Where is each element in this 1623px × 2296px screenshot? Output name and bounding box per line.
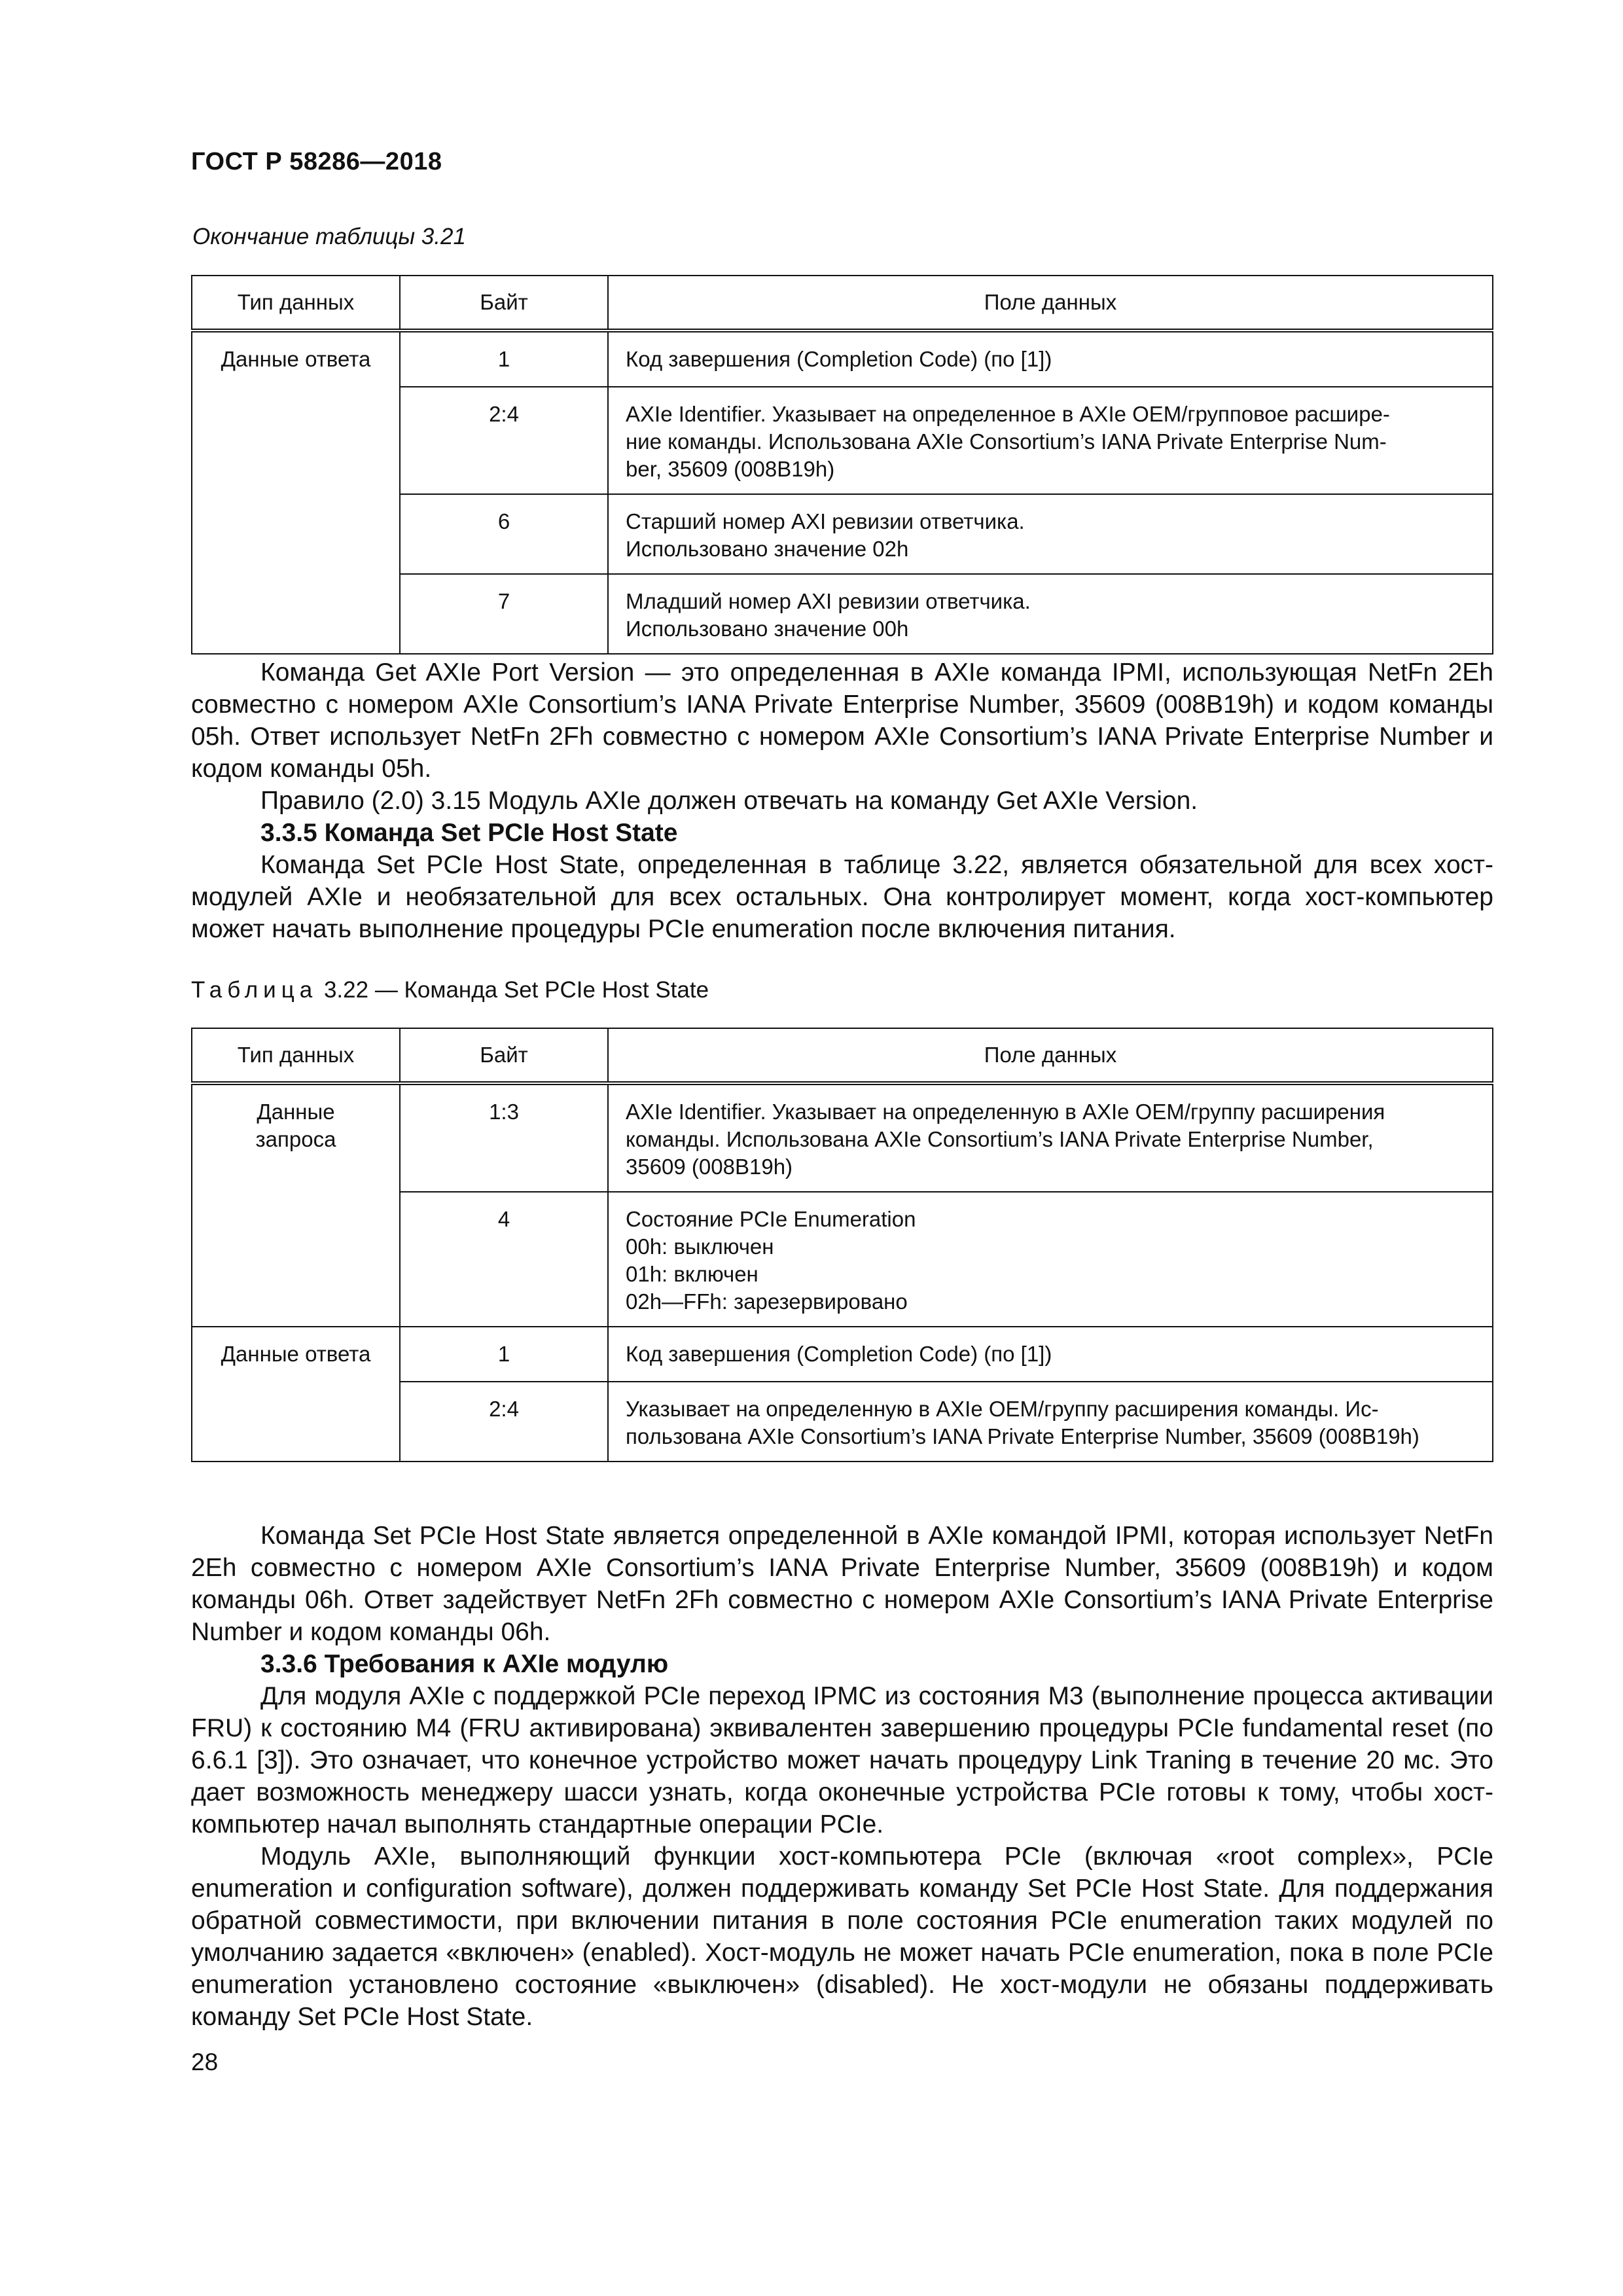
paragraph: Команда Get AXIe Port Version — это определенная в AXIe команда IPMI, использующая NetFn 2Eh совместно с номером AXIe Consortium’s IANA Private Enterprise Number, 35609 (008B19h) и кодом команды 05h. Ответ использует NetFn 2Fh совместно с номером AXIe Consortium’s IANA Private Enterprise Number и кодом команды 05h.: [191, 658, 1493, 783]
data-line: ber, 35609 (008B19h): [626, 457, 835, 481]
body-text-block-1: [191, 656, 1493, 945]
paragraph: Команда Set PCIe Host State является определенной в AXIe командой IPMI, которая использует NetFn 2Eh совместно с номером AXIe Consortium’s IANA Private Enterprise Number, 35609 (008B19h) и кодом команды 06h. Ответ задействует NetFn 2Fh совместно с номером AXIe Consortium’s IANA Private Enterprise Number и кодом команды 06h.: [191, 1522, 1493, 1646]
group-label: Данные: [257, 1100, 335, 1124]
table-title: 3.22 — Команда Set PCIe Host State: [323, 977, 709, 1003]
table-header-row: [192, 1028, 1493, 1083]
data-line: 01h: включен: [626, 1262, 758, 1286]
data-line: 35609 (008B19h): [626, 1155, 793, 1179]
document-code-header: ГОСТ Р 58286—2018: [191, 148, 442, 175]
data-line: Старший номер AXI ревизии ответчика.: [626, 509, 1025, 533]
data-line: Код завершения (Completion Code) (по [1]): [626, 347, 1052, 371]
data-line: пользована AXIe Consortium’s IANA Private Enterprise Number, 35609 (008B19h): [626, 1424, 1419, 1448]
data-line: Использовано значение 00h: [626, 617, 909, 641]
data-line: Указывает на определенную в AXIe OEM/группу расширения команды. Ис-: [626, 1397, 1379, 1421]
group-label: Данные ответа: [221, 1342, 371, 1366]
table-3-22: [191, 1028, 1493, 1462]
column-header-data: Поле данных: [608, 1028, 1493, 1083]
group-cell-response: [192, 1327, 400, 1462]
paragraph: Модуль AXIe, выполняющий функции хост-компьютера PCIe (включая «root complex», PCIe enumeration и configuration software), должен поддерживать команду Set PCIe Host State. Для поддержания обратной совместимости, при включении питания в поле состояния PCIe enumeration таких модулей по умолчанию задается «включен» (enabled). Хост-модуль не может начать PCIe enumeration, пока в поле PCIe enumeration установлено состояние «выключен» (disabled). Не хост-модули не обязаны поддерживать команду Set PCIe Host State.: [191, 1842, 1493, 2031]
table-row: [192, 1327, 1493, 1382]
table-header-row: [192, 276, 1493, 331]
group-label: Данные ответа: [221, 347, 371, 371]
data-line: Код завершения (Completion Code) (по [1]): [626, 1342, 1052, 1366]
data-cell: [608, 1327, 1493, 1382]
group-cell-response: [192, 331, 400, 654]
table-label: Таблица: [191, 977, 318, 1003]
byte-cell: 6: [400, 494, 608, 574]
data-cell: [608, 1192, 1493, 1327]
table-3-21-caption: Окончание таблицы 3.21: [192, 224, 466, 249]
section-heading-3-3-6: 3.3.6 Требования к AXIe модулю: [260, 1650, 669, 1678]
byte-cell: 1:3: [400, 1083, 608, 1192]
data-line: Младший номер AXI ревизии ответчика.: [626, 589, 1031, 613]
group-label: запроса: [255, 1127, 336, 1151]
data-line: Состояние PCIe Enumeration: [626, 1207, 916, 1231]
data-line: 00h: выключен: [626, 1234, 774, 1259]
data-cell: [608, 387, 1493, 494]
table-row: [192, 331, 1493, 387]
paragraph: Правило (2.0) 3.15 Модуль AXIe должен отвечать на команду Get AXIe Version.: [260, 787, 1198, 815]
byte-cell: 2:4: [400, 387, 608, 494]
table-row: [192, 1083, 1493, 1192]
byte-cell: 1: [400, 331, 608, 387]
data-line: ние команды. Использована AXIe Consortium’s IANA Private Enterprise Num-: [626, 429, 1387, 454]
column-header-byte: Байт: [400, 1028, 608, 1083]
byte-cell: 4: [400, 1192, 608, 1327]
byte-cell: 1: [400, 1327, 608, 1382]
table-3-22-caption: [191, 977, 709, 1003]
column-header-type: Тип данных: [192, 1028, 400, 1083]
data-cell: [608, 331, 1493, 387]
group-cell-request: [192, 1083, 400, 1327]
data-line: команды. Использована AXIe Consortium’s IANA Private Enterprise Number,: [626, 1127, 1374, 1151]
data-line: Использовано значение 02h: [626, 537, 909, 561]
paragraph: Для модуля AXIe с поддержкой PCIe переход IPMC из состояния M3 (выполнение процесса активации FRU) к состоянию M4 (FRU активирована) эквивалентен завершению процедуры PCIe fundamental reset (по 6.6.1 [3]). Это означает, что конечное устройство может начать процедуру Link Traning в течение 20 мс. Это дает возможность менеджеру шасси узнать, когда оконечные устройства PCIe готовы к тому, чтобы хост-компьютер начал выполнять стандартные операции PCIe.: [191, 1682, 1493, 1839]
data-line: AXIe Identifier. Указывает на определенную в AXIe OEM/группу расширения: [626, 1100, 1385, 1124]
page-number: 28: [191, 2049, 219, 2075]
column-header-byte: Байт: [400, 276, 608, 331]
data-cell: [608, 574, 1493, 654]
byte-cell: 7: [400, 574, 608, 654]
data-line: 02h—FFh: зарезервировано: [626, 1289, 908, 1314]
column-header-type: Тип данных: [192, 276, 400, 331]
data-cell: [608, 1083, 1493, 1192]
body-text-block-2: [191, 1520, 1493, 2033]
paragraph: Команда Set PCIe Host State, определенная в таблице 3.22, является обязательной для всех хост-модулей AXIe и необязательной для всех остальных. Она контролирует момент, когда хост-компьютер может начать выполнение процедуры PCIe enumeration после включения питания.: [191, 851, 1493, 943]
byte-cell: 2:4: [400, 1382, 608, 1462]
column-header-data: Поле данных: [608, 276, 1493, 331]
data-cell: [608, 494, 1493, 574]
section-heading-3-3-5: 3.3.5 Команда Set PCIe Host State: [260, 819, 678, 847]
table-3-21: [191, 275, 1493, 655]
data-line: AXIe Identifier. Указывает на определенное в AXIe OEM/групповое расшире-: [626, 402, 1390, 426]
data-cell: [608, 1382, 1493, 1462]
